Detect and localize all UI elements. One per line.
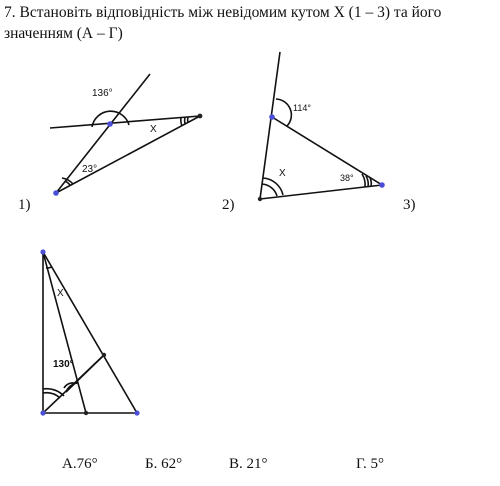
fig1-base-line [56, 116, 200, 193]
answer-a [62, 456, 98, 473]
answer-b-value: 62° [161, 456, 183, 472]
fig2-angle-38-arc-1 [362, 174, 365, 187]
fig3-point-on-base [84, 411, 88, 415]
fig2-vertex-top [269, 114, 275, 120]
fig1-angle-23-label: 23° [82, 164, 98, 175]
answer-c-value: 21° [246, 456, 268, 472]
fig2-unknown-x: X [279, 168, 286, 179]
figure-1 [50, 74, 202, 196]
answer-c [229, 456, 268, 473]
fig3-vertex-bottom-right [134, 410, 139, 415]
fig2-angle-114-label: 114° [293, 103, 311, 113]
fig1-vertex-top [107, 121, 113, 127]
fig2-left-side-extended [260, 52, 280, 199]
fig3-vertex-bottom-left [40, 410, 45, 415]
fig3-angle-130-label: 130° [53, 359, 74, 370]
figure-1-label: 1) [18, 197, 31, 213]
fig2-upper-side [272, 117, 382, 185]
answer-d-value: 5° [370, 456, 384, 472]
fig3-point-on-side [102, 353, 106, 357]
fig2-angle-114-arc [276, 99, 291, 126]
fig2-angle-38-arc-3 [370, 178, 371, 186]
fig1-angle-x-arc-1 [181, 117, 182, 126]
fig2-angle-38-label: 38° [340, 173, 354, 183]
fig1-vertex-right [198, 114, 203, 119]
fig3-vertex-top [40, 249, 45, 254]
fig3-base-angle-arc-1 [43, 393, 60, 398]
fig2-angle-x-arc-1 [263, 178, 283, 195]
fig2-base-side [260, 185, 382, 199]
answer-d [356, 456, 384, 473]
answer-a-letter: А. [62, 456, 77, 472]
fig2-vertex-left [258, 197, 262, 201]
fig2-angle-38-arc-2 [366, 176, 368, 187]
fig1-unknown-x: X [150, 124, 157, 135]
figure-2 [258, 52, 385, 201]
answer-a-value: 76° [76, 456, 98, 472]
fig1-angle-136-label: 136° [92, 88, 113, 99]
fig2-vertex-right [379, 182, 385, 188]
figure-3-label: 3) [403, 197, 416, 213]
figure-2-label: 2) [222, 197, 235, 213]
fig3-right-side [43, 252, 137, 413]
fig1-vertex-left [53, 190, 59, 196]
figure-3 [40, 249, 139, 415]
answer-b-letter: Б. [145, 456, 158, 472]
fig3-unknown-x: X [57, 288, 64, 299]
task-line-2: значенням (А – Г) [4, 25, 123, 42]
answer-d-letter: Г. [356, 456, 367, 472]
answer-b [145, 456, 182, 473]
fig2-angle-x-arc-2 [262, 184, 277, 196]
answer-c-letter: В. [229, 456, 243, 472]
task-line-1: 7. Встановіть відповідність між невідомим кутом X (1 – 3) та його [4, 4, 442, 21]
